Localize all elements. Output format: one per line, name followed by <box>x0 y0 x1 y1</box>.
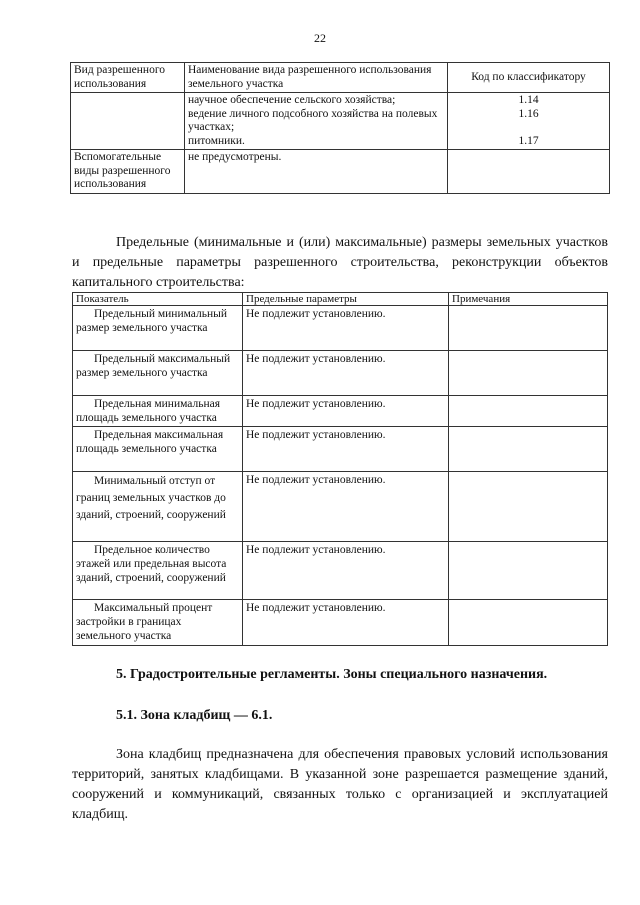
note-cell <box>449 600 608 646</box>
table-row <box>73 472 608 542</box>
limits-paragraph <box>72 233 608 293</box>
header-parameters: Предельные параметры <box>243 293 449 306</box>
use-names-cell <box>185 93 448 150</box>
cemetery-zone-paragraph <box>72 745 608 825</box>
use-name: научное обеспечение сельского хозяйства; <box>188 94 396 106</box>
classifier-code: 1.16 <box>518 107 539 120</box>
header-notes: Примечания <box>449 293 608 306</box>
auxiliary-use-value: не предусмотрены. <box>185 150 448 194</box>
header-classifier-code: Код по классификатору <box>448 63 610 93</box>
header-indicator: Показатель <box>73 293 243 306</box>
table-header-row <box>73 293 608 306</box>
section-heading: 5. Градостроительные регламенты. Зоны специального назначения. <box>116 667 548 682</box>
use-name: питомники. <box>188 134 245 147</box>
table-row <box>73 427 608 472</box>
indicator-cell: Предельное количество этажей или предельная высота зданий, строений, сооружений <box>73 542 243 600</box>
table-row <box>73 351 608 396</box>
parameter-cell: Не подлежит установлению. <box>243 396 449 427</box>
note-cell <box>449 396 608 427</box>
header-use-type: Вид разрешенного использования <box>71 63 185 93</box>
indicator-cell: Предельный максимальный размер земельного участка <box>73 351 243 396</box>
indicator-cell: Предельная максимальная площадь земельного участка <box>73 427 243 472</box>
parameter-cell: Не подлежит установлению. <box>243 306 449 351</box>
header-use-name: Наименование вида разрешенного использования земельного участка <box>185 63 448 93</box>
parameter-cell: Не подлежит установлению. <box>243 542 449 600</box>
parameters-table <box>72 292 608 646</box>
note-cell <box>449 427 608 472</box>
classifier-code: 1.17 <box>518 134 539 147</box>
parameter-cell: Не подлежит установлению. <box>243 351 449 396</box>
parameter-cell: Не подлежит установлению. <box>243 600 449 646</box>
classifier-code: 1.14 <box>518 94 539 106</box>
permitted-use-table <box>70 62 610 194</box>
subsection-heading: 5.1. Зона кладбищ — 6.1. <box>116 708 273 723</box>
use-type-cell <box>71 93 185 150</box>
paragraph-text: Предельные (минимальные и (или) максимальные) размеры земельных участков и предельные параметры разрешенного строительства, реконструкции объектов капитального строительства: <box>72 235 608 290</box>
table-row <box>71 93 610 150</box>
table-row <box>73 542 608 600</box>
indicator-cell: Предельный минимальный размер земельного участка <box>73 306 243 351</box>
paragraph-text: Зона кладбищ предназначена для обеспечения правовых условий использования территорий, занятых кладбищами. В указанной зоне разрешается размещение зданий, сооружений и коммуникаций, связанных только с организацией и эксплуатацией кладбищ. <box>72 747 608 822</box>
table-row <box>71 150 610 194</box>
indicator-cell: Минимальный отступ от границ земельных участков до зданий, строений, сооружений <box>73 472 243 542</box>
auxiliary-use-label: Вспомогательные виды разрешенного использования <box>71 150 185 194</box>
codes-cell <box>448 93 610 150</box>
parameter-cell: Не подлежит установлению. <box>243 427 449 472</box>
table-row <box>73 600 608 646</box>
indicator-cell: Максимальный процент застройки в границах земельного участка <box>73 600 243 646</box>
table-row <box>73 396 608 427</box>
table-row <box>73 306 608 351</box>
note-cell <box>449 306 608 351</box>
indicator-cell: Предельная минимальная площадь земельного участка <box>73 396 243 427</box>
page-number: 22 <box>314 31 326 45</box>
parameter-cell: Не подлежит установлению. <box>243 472 449 542</box>
use-name: ведение личного подсобного хозяйства на полевых участках; <box>188 107 438 133</box>
note-cell <box>449 542 608 600</box>
note-cell <box>449 351 608 396</box>
empty-cell <box>448 150 610 194</box>
note-cell <box>449 472 608 542</box>
table-header-row <box>71 63 610 93</box>
